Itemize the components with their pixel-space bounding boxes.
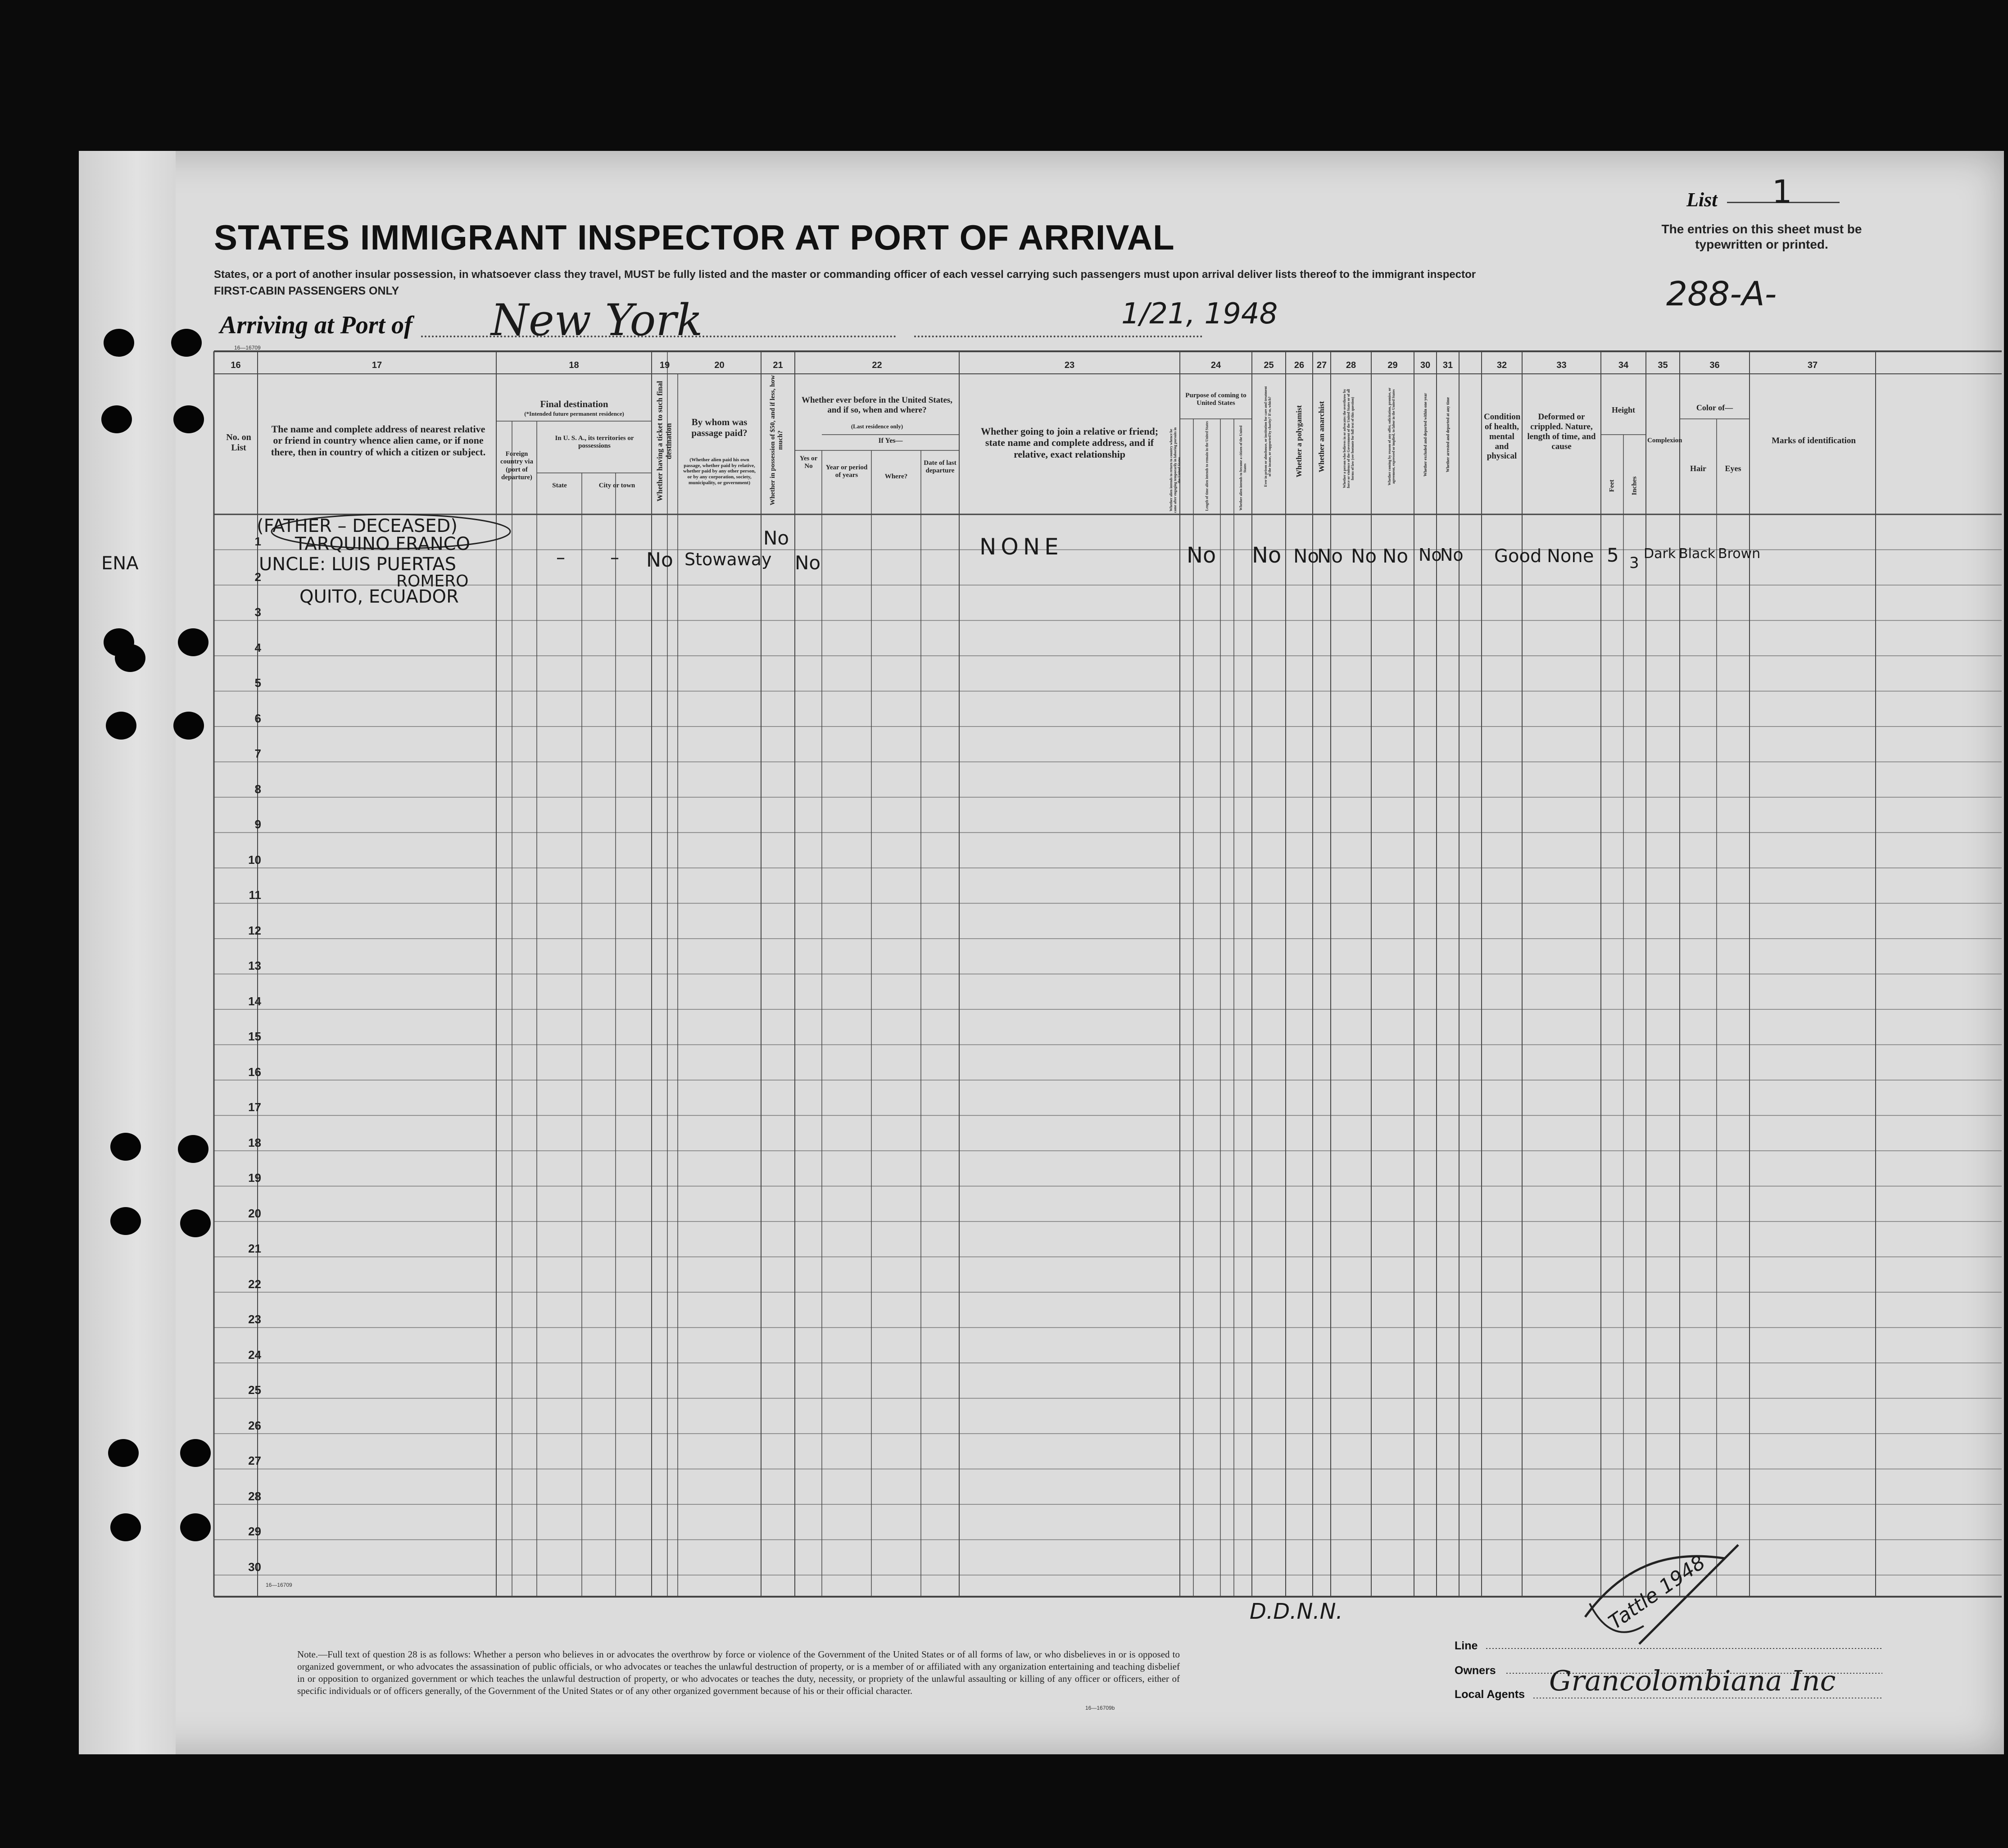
col-number: 25 bbox=[1264, 360, 1274, 370]
row-number: 20 bbox=[248, 1206, 261, 1220]
passenger-class: FIRST-CABIN PASSENGERS ONLY bbox=[214, 285, 399, 297]
port-value: New York bbox=[491, 295, 703, 345]
possession-value: No bbox=[763, 527, 789, 549]
row-number: 14 bbox=[248, 994, 261, 1008]
ever-before-value: No bbox=[795, 552, 821, 574]
col-number: 27 bbox=[1316, 360, 1327, 370]
row-number: 7 bbox=[254, 747, 261, 760]
header-where: Where? bbox=[884, 473, 908, 480]
header-purpose-sub-1: Whether alien intends to return to country whence he came after engaging temporarily in laboring pursuits in the United States bbox=[1169, 427, 1182, 513]
header-relative: The name and complete address of nearest relative or friend in country whence alien came, or if none there, then in country of which a citizen or subject. bbox=[271, 423, 486, 458]
header-in-usa: In U. S. A., its territories or possessions bbox=[555, 435, 634, 450]
relative-line-4: ROMERO bbox=[396, 572, 469, 590]
row-number: 28 bbox=[248, 1489, 261, 1503]
col-number: 19 bbox=[659, 360, 670, 370]
row-number: 29 bbox=[248, 1525, 261, 1538]
header-marks: Marks of identification bbox=[1772, 436, 1856, 445]
header-last-residence: (Last residence only) bbox=[851, 423, 903, 430]
relative-line-2: TARQUINO FRANCO bbox=[295, 534, 471, 554]
typewritten-note: The entries on this sheet must be typewritten or printed. bbox=[1661, 222, 1862, 251]
col-number: 37 bbox=[1807, 360, 1818, 370]
col-number: 35 bbox=[1658, 360, 1668, 370]
header-q31: Whether arrested and deported at any time bbox=[1445, 397, 1450, 472]
list-label: List bbox=[1686, 189, 1718, 211]
ticket-value: No bbox=[646, 549, 673, 572]
header-passage-paid: By whom was passage paid? bbox=[691, 417, 748, 439]
header-color-of: Color of— bbox=[1696, 403, 1733, 412]
header-complexion: Complexion bbox=[1647, 437, 1682, 444]
list-number: 1 bbox=[1772, 173, 1792, 210]
eyes-value: Brown bbox=[1718, 546, 1761, 562]
row-number: 26 bbox=[248, 1418, 261, 1432]
row-number: 27 bbox=[248, 1454, 261, 1467]
agents-value: Grancolombiana Inc bbox=[1549, 1664, 1836, 1697]
row-number: 2 bbox=[254, 570, 261, 584]
header-anarchist: Whether an anarchist bbox=[1317, 401, 1326, 472]
form-code-bottom: 16—16709b bbox=[1085, 1705, 1115, 1711]
row-number: 11 bbox=[249, 888, 261, 902]
header-possession-50: Whether in possession of $50, and if less, how much? bbox=[769, 375, 784, 506]
header-prison: Ever in prison or almshouse, or institution for care and treatment of the insane, or supported by charity? If so, which? bbox=[1263, 386, 1272, 487]
header-hair: Hair bbox=[1690, 464, 1706, 473]
agents-label: Local Agents bbox=[1455, 1688, 1525, 1701]
header-purpose-sub-2: Length of time alien intends to remain in the United States bbox=[1205, 421, 1209, 511]
q28-value: No bbox=[1351, 545, 1377, 567]
row-number: 18 bbox=[248, 1135, 261, 1149]
form-instruction: States, or a port of another insular possession, in whatsoever class they travel, MUST be fully listed and the master or commanding officer of each vessel carrying such passengers must upon arrival deliver lists thereof to the immigrant inspector bbox=[214, 268, 1476, 281]
header-feet: Feet bbox=[1608, 479, 1616, 492]
header-passage-note: (Whether alien paid his own passage, whether paid by relative, whether paid by any other person, or by any corporation, society, municipality, or government) bbox=[683, 457, 756, 486]
col-number: 32 bbox=[1496, 360, 1507, 370]
state-value: – bbox=[610, 547, 619, 568]
sheet-reference: 288-A- bbox=[1666, 275, 1777, 313]
row-number: 4 bbox=[254, 640, 261, 654]
deformed-value: None bbox=[1547, 546, 1594, 567]
join-relative-value: NONE bbox=[979, 534, 1063, 560]
purpose-value: No bbox=[1187, 543, 1216, 568]
header-if-yes: If Yes— bbox=[878, 437, 903, 445]
row-number: 13 bbox=[248, 959, 261, 972]
relative-line-3: UNCLE: LUIS PUERTAS bbox=[259, 554, 456, 575]
col-number: 36 bbox=[1709, 360, 1720, 370]
initials: D.D.N.N. bbox=[1250, 1599, 1343, 1624]
height-feet-value: 5 bbox=[1607, 544, 1619, 566]
form-code-bottom-left: 16—16709 bbox=[266, 1582, 292, 1588]
anarchist-value: No bbox=[1317, 545, 1343, 567]
row-number: 21 bbox=[248, 1242, 261, 1255]
relative-line-1: (FATHER – DECEASED) bbox=[257, 516, 458, 536]
row-number: 5 bbox=[254, 676, 261, 690]
header-yes-no: Yes or No bbox=[799, 455, 818, 470]
row-number: 19 bbox=[248, 1171, 261, 1185]
row-number: 8 bbox=[254, 782, 261, 796]
col-number: 33 bbox=[1556, 360, 1567, 370]
header-eyes: Eyes bbox=[1725, 464, 1741, 473]
col-number: 28 bbox=[1346, 360, 1356, 370]
col-number: 26 bbox=[1294, 360, 1305, 370]
q30-value: No bbox=[1419, 545, 1442, 565]
row-number: 9 bbox=[254, 817, 261, 831]
height-inches-value: 3 bbox=[1629, 554, 1639, 572]
header-q28: Whether a person who believes in or advocates the overthrow by force or violence of the Government of the United States or of all forms of law (see footnote for full text of this question) bbox=[1342, 389, 1355, 488]
row-number: 17 bbox=[248, 1100, 261, 1114]
header-purpose-sub-3: Whether alien intends to become a citizen of the United States bbox=[1238, 425, 1247, 511]
header-health: Condition of health, mental and physical bbox=[1484, 412, 1521, 461]
form-code-top: 16—16709 bbox=[234, 345, 261, 351]
row-number: 15 bbox=[248, 1030, 261, 1043]
header-city: City or town bbox=[598, 482, 635, 489]
header-polygamist: Whether a polygamist bbox=[1295, 405, 1304, 477]
row-number: 3 bbox=[254, 605, 261, 619]
header-q29: Whether coming by reason of any offer, solicitation, promise, or agreement, expressed or implied, to labor in the United States bbox=[1387, 387, 1396, 486]
col-number: 16 bbox=[231, 360, 241, 370]
polygamist-value: No bbox=[1293, 545, 1319, 567]
row-number: 6 bbox=[254, 711, 261, 725]
line-label: Line bbox=[1455, 1639, 1478, 1652]
col-number: 21 bbox=[773, 360, 783, 370]
relative-line-5: QUITO, ECUADOR bbox=[299, 586, 459, 607]
header-final-destination-note: (*Intended future permanent residence) bbox=[524, 410, 624, 417]
header-final-destination: Final destination bbox=[540, 399, 608, 409]
col-number: 23 bbox=[1064, 360, 1075, 370]
header-ticket: Whether having a ticket to such final destination bbox=[655, 381, 673, 502]
header-date-departure: Date of last departure bbox=[924, 459, 956, 475]
row-number: 24 bbox=[248, 1348, 261, 1362]
hair-value: Black bbox=[1679, 546, 1716, 562]
col-number: 17 bbox=[372, 360, 382, 370]
header-purpose: Purpose of coming to United States bbox=[1185, 392, 1247, 407]
row-number: 1 bbox=[254, 535, 261, 548]
header-foreign-country: Foreign country via (port of departure) bbox=[500, 450, 533, 481]
header-join-relative: Whether going to join a relative or friend; state name and complete address, and if relative, exact relationship bbox=[980, 426, 1159, 460]
header-ever-before: Whether ever before in the United States, and if so, when and where? bbox=[801, 395, 953, 415]
question-28-footnote: Note.—Full text of question 28 is as follows: Whether a person who believes in or advocates the overthrow by force or violence of the Government of the United States or of all forms of law, or who disbelieves in or is opposed to organized government, or who advocates the assassination of public officials, or who advocates or teaches the unlawful destruction of property, or is a member of or affiliated with any organization entertaining and teaching disbelief in or opposition to organized government or which teaches the unlawful destruction of property, or who advocates or teaches the duty, necessity, or propriety of the unlawful assaulting or killing of any officer or officers, either of specific individuals or of officers generally, of the Government of the United States or of any other organized government because of his or their official character. bbox=[297, 1649, 1180, 1696]
header-no-on-list: No. on List bbox=[226, 432, 251, 453]
arriving-label: Arriving at Port of bbox=[220, 311, 412, 339]
foreign-country-value: – bbox=[556, 547, 565, 568]
owners-label: Owners bbox=[1455, 1664, 1496, 1677]
row-number: 10 bbox=[248, 853, 261, 867]
form-title: STATES IMMIGRANT INSPECTOR AT PORT OF ARRIVAL bbox=[214, 218, 1175, 257]
col-number: 18 bbox=[569, 360, 579, 370]
arrival-date: 1/21, 1948 bbox=[1121, 297, 1278, 331]
passage-value: Stowaway bbox=[684, 549, 772, 569]
col-number: 29 bbox=[1387, 360, 1398, 370]
row-number: 30 bbox=[248, 1560, 261, 1574]
col-number: 34 bbox=[1618, 360, 1629, 370]
prison-value: No bbox=[1252, 543, 1282, 568]
row-number: 25 bbox=[248, 1383, 261, 1397]
col-number: 22 bbox=[872, 360, 882, 370]
q29-value: No bbox=[1382, 545, 1409, 567]
margin-name-fragment: ENA bbox=[101, 553, 139, 574]
complexion-value: Dark bbox=[1644, 546, 1676, 562]
col-number: 30 bbox=[1420, 360, 1431, 370]
col-number: 24 bbox=[1210, 360, 1221, 370]
col-number: 20 bbox=[714, 360, 725, 370]
q31-value: No bbox=[1440, 545, 1464, 565]
row-number: 23 bbox=[248, 1312, 261, 1326]
stamp-text: Tattle 1948 bbox=[1604, 1551, 1710, 1634]
row-number: 22 bbox=[248, 1277, 261, 1291]
row-number: 12 bbox=[248, 923, 261, 937]
header-state: State bbox=[552, 482, 567, 489]
row-number: 16 bbox=[248, 1065, 261, 1079]
header-year-period: Year or period of years bbox=[825, 464, 868, 479]
col-number: 31 bbox=[1442, 360, 1453, 370]
header-inches: Inches bbox=[1631, 476, 1638, 495]
header-height: Height bbox=[1612, 405, 1635, 414]
header-deformed: Deformed or crippled. Nature, length of time, and cause bbox=[1527, 412, 1596, 451]
header-q30: Whether excluded and deported within one year bbox=[1423, 393, 1428, 477]
health-value: Good bbox=[1494, 546, 1542, 567]
